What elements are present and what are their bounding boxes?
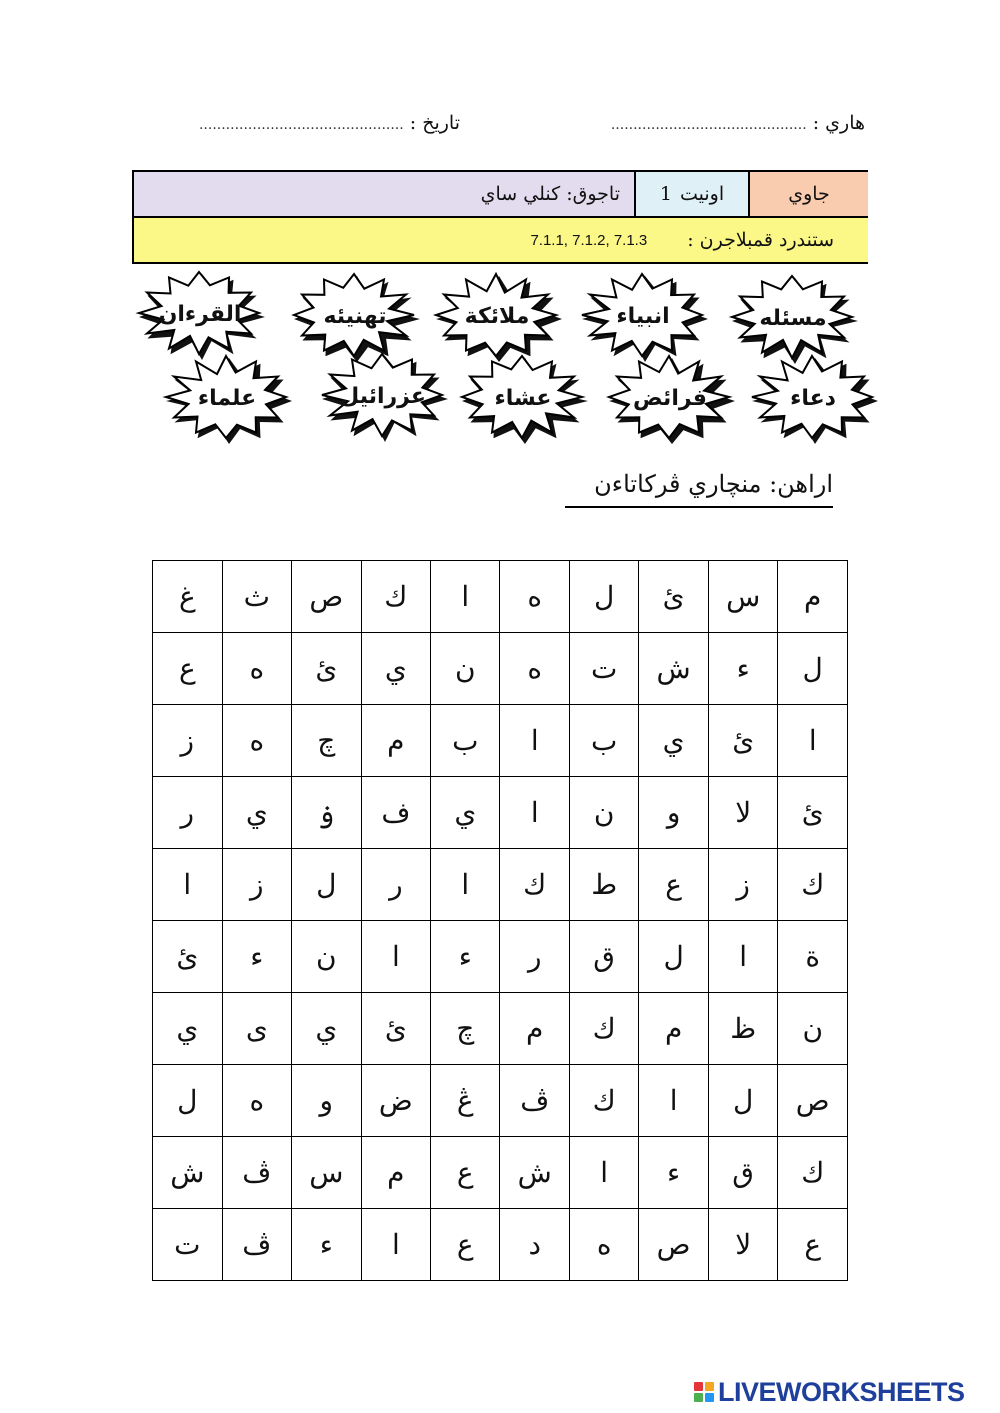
word-label: تهنيئه — [323, 303, 387, 329]
name-line[interactable] — [545, 112, 865, 146]
standard-row — [134, 218, 868, 262]
grid-cell[interactable]: ك — [778, 849, 848, 921]
grid-cell[interactable]: ل — [778, 633, 848, 705]
word-burst — [432, 270, 562, 362]
grid-cell[interactable]: ڤ — [222, 1137, 291, 1209]
grid-cell[interactable]: ا — [153, 849, 223, 921]
grid-cell[interactable]: ئ — [708, 705, 778, 777]
grid-cell[interactable]: ء — [431, 921, 500, 993]
grid-cell[interactable]: ڤ — [222, 1209, 291, 1281]
grid-cell[interactable]: ئ — [639, 561, 709, 633]
date-dots: .............................................. — [198, 117, 404, 133]
grid-row — [153, 849, 848, 921]
grid-cell[interactable]: ڠ — [431, 1065, 500, 1137]
word-label: دعاء — [790, 385, 836, 411]
grid-cell[interactable]: ر — [361, 849, 431, 921]
grid-cell[interactable]: ك — [500, 849, 570, 921]
grid-cell[interactable]: ء — [292, 1209, 362, 1281]
brand-mark-square — [694, 1393, 703, 1402]
grid-cell[interactable]: ا — [639, 1065, 709, 1137]
grid-cell[interactable]: ئ — [778, 777, 848, 849]
word-burst — [578, 270, 708, 362]
word-label: مسئله — [759, 305, 827, 331]
grid-cell[interactable]: د — [500, 1209, 570, 1281]
brand-mark-icon — [694, 1382, 714, 1402]
grid-cell[interactable]: ط — [570, 849, 639, 921]
grid-cell[interactable]: ء — [708, 633, 778, 705]
grid-cell[interactable]: ي — [639, 705, 709, 777]
grid-cell[interactable]: ش — [500, 1137, 570, 1209]
grid-cell[interactable]: ز — [222, 849, 291, 921]
grid-cell[interactable]: س — [708, 561, 778, 633]
brand-mark-square — [705, 1382, 714, 1391]
date-label: تاريخ : — [409, 112, 460, 134]
grid-row — [153, 777, 848, 849]
grid-cell[interactable]: و — [639, 777, 709, 849]
subject-cell: جاوي — [748, 172, 868, 216]
grid-row — [153, 561, 848, 633]
grid-cell[interactable]: ل — [292, 849, 362, 921]
grid-cell[interactable]: ع — [778, 1209, 848, 1281]
word-label: القرءان — [158, 301, 242, 327]
grid-row — [153, 633, 848, 705]
grid-cell[interactable]: ع — [431, 1137, 500, 1209]
grid-cell[interactable]: ئ — [361, 993, 431, 1065]
grid-cell[interactable]: ن — [431, 633, 500, 705]
word-label: ملائكة — [464, 303, 530, 329]
topic-cell: تاجوق: كنلي ساي — [134, 172, 634, 216]
grid-cell[interactable]: ب — [570, 705, 639, 777]
grid-cell[interactable]: ر — [153, 777, 223, 849]
grid-cell[interactable]: م — [500, 993, 570, 1065]
grid-cell[interactable]: ص — [778, 1065, 848, 1137]
grid-cell[interactable]: ز — [708, 849, 778, 921]
grid-cell[interactable]: ا — [431, 561, 500, 633]
grid-cell[interactable]: ب — [431, 705, 500, 777]
word-burst — [605, 352, 735, 444]
word-burst — [748, 352, 878, 444]
grid-cell[interactable]: ن — [292, 921, 362, 993]
grid-cell[interactable]: چ — [431, 993, 500, 1065]
grid-cell[interactable]: ص — [292, 561, 362, 633]
grid-cell[interactable]: ن — [778, 993, 848, 1065]
info-row-top — [134, 172, 868, 218]
grid-row — [153, 1209, 848, 1281]
grid-cell[interactable]: م — [778, 561, 848, 633]
grid-row — [153, 993, 848, 1065]
grid-cell[interactable]: م — [639, 993, 709, 1065]
brand-mark-square — [705, 1393, 714, 1402]
grid-cell[interactable]: ه — [222, 633, 291, 705]
grid-cell[interactable]: ل — [708, 1065, 778, 1137]
grid-cell[interactable]: ر — [500, 921, 570, 993]
grid-cell[interactable]: ا — [570, 1137, 639, 1209]
grid-row — [153, 1137, 848, 1209]
grid-cell[interactable]: چ — [292, 705, 362, 777]
word-label: فرائض — [633, 385, 707, 411]
grid-cell[interactable]: ش — [153, 1137, 223, 1209]
standard-label: ستندرد قمبلاجرن : — [687, 229, 834, 251]
grid-cell[interactable]: ك — [570, 1065, 639, 1137]
grid-cell[interactable]: ع — [639, 849, 709, 921]
grid-cell[interactable]: م — [361, 1137, 431, 1209]
grid-row — [153, 1065, 848, 1137]
grid-cell[interactable]: ش — [639, 633, 709, 705]
word-burst — [458, 352, 588, 444]
grid-cell[interactable]: ل — [639, 921, 709, 993]
unit-cell — [634, 172, 748, 216]
grid-cell[interactable]: ث — [222, 561, 291, 633]
grid-cell[interactable]: ظ — [708, 993, 778, 1065]
brand-mark-square — [694, 1382, 703, 1391]
standard-codes: 7.1.1, 7.1.2, 7.1.3 — [530, 231, 648, 249]
word-burst — [162, 352, 292, 444]
word-burst — [728, 272, 858, 364]
grid-cell[interactable]: ئ — [153, 921, 223, 993]
grid-cell[interactable]: ۏ — [292, 777, 362, 849]
grid-cell[interactable]: ى — [222, 993, 291, 1065]
instruction-heading: اراهن: منچاري ڤركاتاءن — [565, 470, 833, 508]
grid-cell[interactable]: ي — [431, 777, 500, 849]
grid-cell[interactable]: ت — [153, 1209, 223, 1281]
word-search-grid — [152, 560, 848, 1281]
unit-number: 1 — [659, 183, 672, 205]
grid-cell[interactable]: ن — [570, 777, 639, 849]
grid-cell[interactable]: م — [361, 705, 431, 777]
grid-cell[interactable]: ي — [222, 777, 291, 849]
grid-cell[interactable]: ه — [500, 561, 570, 633]
word-label: عزرائيل — [340, 383, 426, 409]
word-label: عشاء — [494, 385, 552, 411]
grid-cell[interactable]: ء — [222, 921, 291, 993]
word-burst — [318, 350, 448, 442]
grid-cell[interactable]: ة — [778, 921, 848, 993]
grid-cell[interactable]: ل — [570, 561, 639, 633]
grid-cell[interactable]: ئ — [292, 633, 362, 705]
grid-cell[interactable]: ه — [222, 705, 291, 777]
grid-cell[interactable]: ا — [361, 921, 431, 993]
grid-cell[interactable]: ي — [361, 633, 431, 705]
grid-cell[interactable]: ه — [570, 1209, 639, 1281]
grid-cell[interactable]: و — [292, 1065, 362, 1137]
grid-cell[interactable]: ل — [153, 1065, 223, 1137]
grid-cell[interactable]: ق — [708, 1137, 778, 1209]
grid-cell[interactable]: ڤ — [500, 1065, 570, 1137]
brand-logo — [694, 1376, 965, 1408]
date-line[interactable] — [135, 112, 460, 146]
grid-cell[interactable]: ء — [639, 1137, 709, 1209]
grid-cell[interactable]: ص — [639, 1209, 709, 1281]
grid-cell[interactable]: ا — [361, 1209, 431, 1281]
grid-cell[interactable]: غ — [153, 561, 223, 633]
grid-cell[interactable]: ي — [153, 993, 223, 1065]
word-label: انبياء — [616, 303, 670, 329]
grid-cell[interactable]: ع — [153, 633, 223, 705]
grid-cell[interactable]: لا — [708, 777, 778, 849]
word-burst — [135, 268, 265, 360]
grid-cell[interactable]: ق — [570, 921, 639, 993]
brand-text: LIVEWORKSHEETS — [718, 1376, 965, 1407]
grid-cell[interactable]: ي — [292, 993, 362, 1065]
grid-cell[interactable]: ا — [500, 705, 570, 777]
word-label: علماء — [197, 385, 257, 411]
grid-cell[interactable]: ه — [222, 1065, 291, 1137]
grid-cell[interactable]: ع — [431, 1209, 500, 1281]
grid-cell[interactable]: ه — [500, 633, 570, 705]
grid-cell[interactable]: ز — [153, 705, 223, 777]
word-burst — [290, 270, 420, 362]
info-table — [132, 170, 868, 264]
grid-cell[interactable]: ف — [361, 777, 431, 849]
grid-row — [153, 705, 848, 777]
grid-cell[interactable]: ا — [778, 705, 848, 777]
grid-cell[interactable]: ا — [708, 921, 778, 993]
grid-cell[interactable]: س — [292, 1137, 362, 1209]
grid-cell[interactable]: لا — [708, 1209, 778, 1281]
name-label: هاري : — [812, 112, 865, 134]
grid-body — [153, 561, 848, 1281]
grid-cell[interactable]: ك — [778, 1137, 848, 1209]
grid-cell[interactable]: ت — [570, 633, 639, 705]
grid-cell[interactable]: ا — [431, 849, 500, 921]
grid-row — [153, 921, 848, 993]
grid-cell[interactable]: ض — [361, 1065, 431, 1137]
grid-cell[interactable]: ا — [500, 777, 570, 849]
grid-cell[interactable]: ك — [570, 993, 639, 1065]
unit-label: اونيت — [679, 183, 725, 205]
name-dots: ............................................ — [610, 117, 807, 133]
grid-cell[interactable]: ك — [361, 561, 431, 633]
